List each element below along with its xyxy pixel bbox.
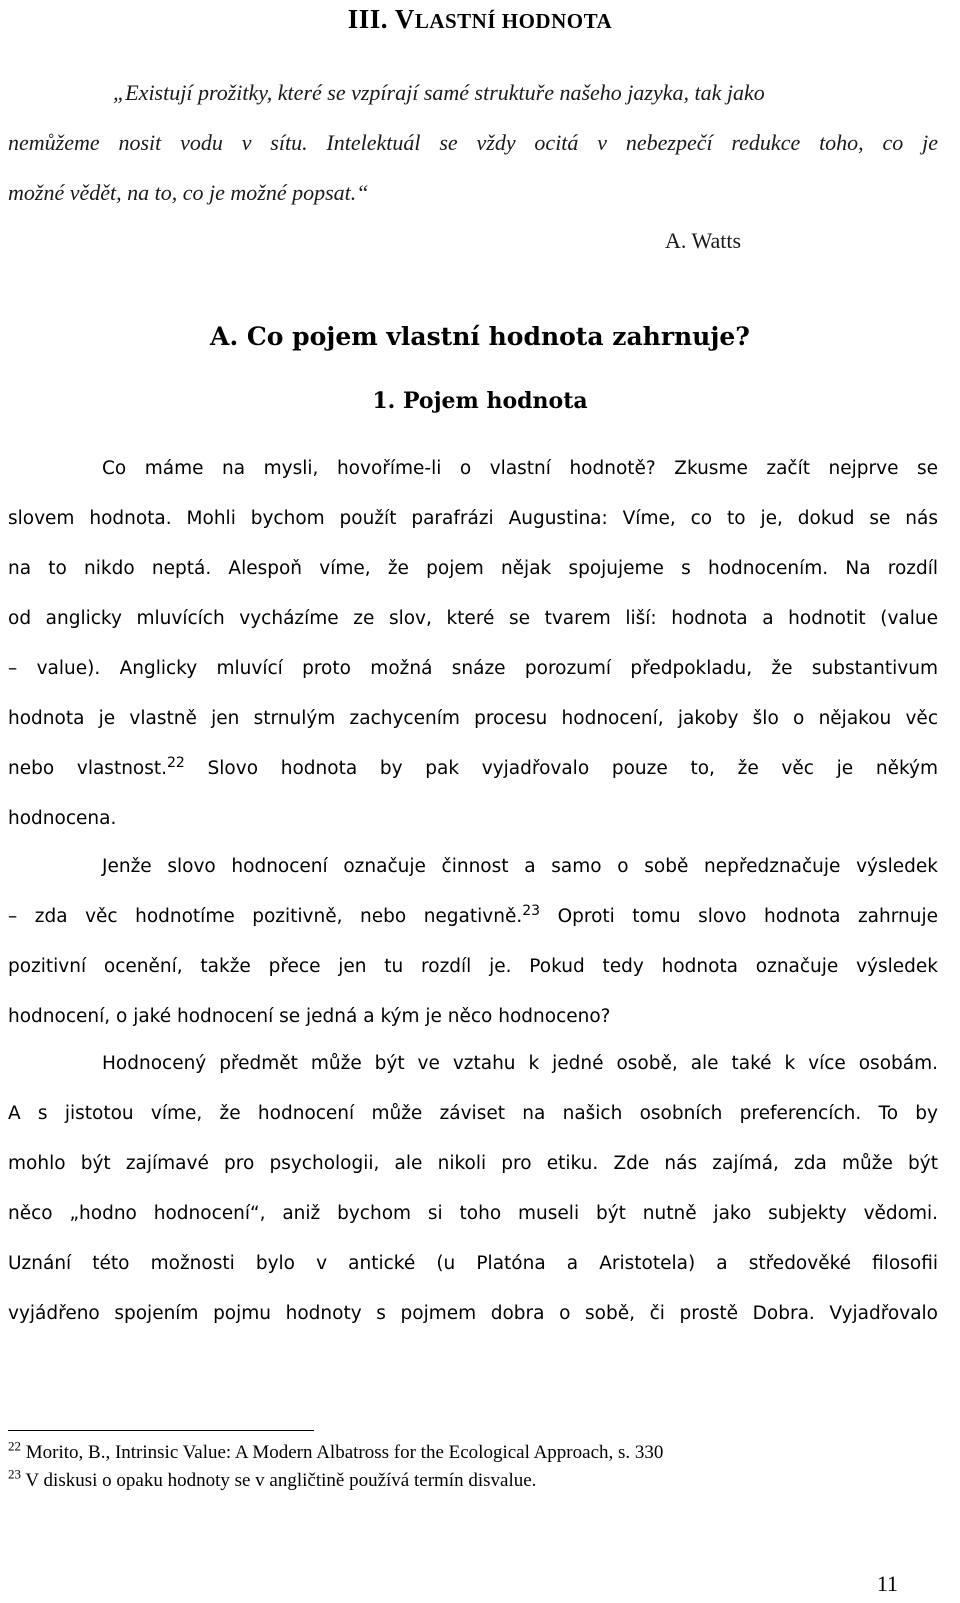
- page-number: 11: [876, 1571, 898, 1596]
- paragraph-text: Oproti tomu slovo hodnota zahrnuje: [540, 906, 938, 927]
- paragraph-line: něco „hodno hodnocení“, aniž bychom si toho museli být nutně jako subjekty vědomi.: [8, 1203, 938, 1224]
- motto-line: „Existují prožitky, které se vzpírají samé struktuře našeho jazyka, tak jako: [113, 80, 765, 105]
- chapter-title: [0, 4, 960, 35]
- paragraph-text: Slovo hodnota by pak vyjadřovalo pouze to, že věc je někým: [184, 758, 938, 779]
- motto-line: možné vědět, na to, co je možné popsat.“: [8, 180, 369, 205]
- footnote: [8, 1438, 664, 1464]
- paragraph-text: – zda věc hodnotíme pozitivně, nebo negativně.: [8, 906, 523, 927]
- paragraph-line: Jenže slovo hodnocení označuje činnost a samo o sobě nepředznačuje výsledek: [102, 856, 938, 877]
- motto-author: A. Watts: [665, 228, 742, 253]
- motto-line: nemůžeme nosit vodu v sítu. Intelektuál se vždy ocitá v nebezpečí redukce toho, co je: [8, 130, 938, 155]
- footnote-number: 23: [8, 1466, 21, 1482]
- footnote-ref[interactable]: 22: [167, 754, 185, 771]
- paragraph-line: pozitivní ocenění, takže přece jen tu rozdíl je. Pokud tedy hodnota označuje výsledek: [8, 956, 938, 977]
- paragraph-line: slovem hodnota. Mohli bychom použít parafrázi Augustina: Víme, co to je, dokud se nás: [8, 508, 938, 529]
- paragraph-line: hodnota je vlastně jen strnulým zachycením procesu hodnocení, jakoby šlo o nějakou věc: [8, 708, 938, 729]
- section-heading: A. Co pojem vlastní hodnota zahrnuje?: [210, 322, 750, 351]
- footnote-text: V diskusi o opaku hodnoty se v angličtině používá termín disvalue.: [25, 1470, 537, 1491]
- paragraph-line: [8, 755, 938, 783]
- paragraph-line: hodnocení, o jaké hodnocení se jedná a kým je něco hodnoceno?: [8, 1006, 611, 1027]
- footnote-separator: [8, 1430, 314, 1431]
- paragraph-line: na to nikdo neptá. Alespoň víme, že pojem nějak spojujeme s hodnocením. Na rozdíl: [8, 558, 938, 579]
- paragraph-line: [8, 903, 938, 931]
- chapter-title-initial: V: [394, 4, 415, 34]
- paragraph-line: mohlo být zajímavé pro psychologii, ale nikoli pro etiku. Zde nás zajímá, zda může být: [8, 1153, 938, 1174]
- paragraph-line: Uznání této možnosti bylo v antické (u Platóna a Aristotela) a středověké filosofii: [8, 1253, 938, 1274]
- footnote: [8, 1466, 537, 1492]
- chapter-title-rest: LASTNÍ HODNOTA: [414, 9, 613, 33]
- paragraph-text: nebo vlastnost.: [8, 758, 168, 779]
- paragraph-line: – value). Anglicky mluvící proto možná snáze porozumí předpokladu, že substantivum: [8, 658, 938, 679]
- subsection-heading: 1. Pojem hodnota: [372, 388, 588, 414]
- chapter-numeral: III.: [347, 4, 389, 34]
- paragraph-line: A s jistotou víme, že hodnocení může záviset na našich osobních preferencích. To by: [8, 1103, 938, 1124]
- paragraph-line: od anglicky mluvících vycházíme ze slov, které se tvarem liší: hodnota a hodnotit (value: [8, 608, 938, 629]
- paragraph-line: hodnocena.: [8, 808, 117, 829]
- footnote-text: Morito, B., Intrinsic Value: A Modern Albatross for the Ecological Approach, s. 330: [25, 1442, 664, 1463]
- paragraph-line: vyjádřeno spojením pojmu hodnoty s pojmem dobra o sobě, či prostě Dobra. Vyjadřovalo: [8, 1303, 938, 1324]
- paragraph-line: Co máme na mysli, hovoříme-li o vlastní hodnotě? Zkusme začít nejprve se: [102, 458, 938, 479]
- footnote-ref[interactable]: 23: [522, 902, 541, 919]
- paragraph-line: Hodnocený předmět může být ve vztahu k jedné osobě, ale také k více osobám.: [102, 1053, 938, 1074]
- footnote-number: 22: [8, 1438, 21, 1454]
